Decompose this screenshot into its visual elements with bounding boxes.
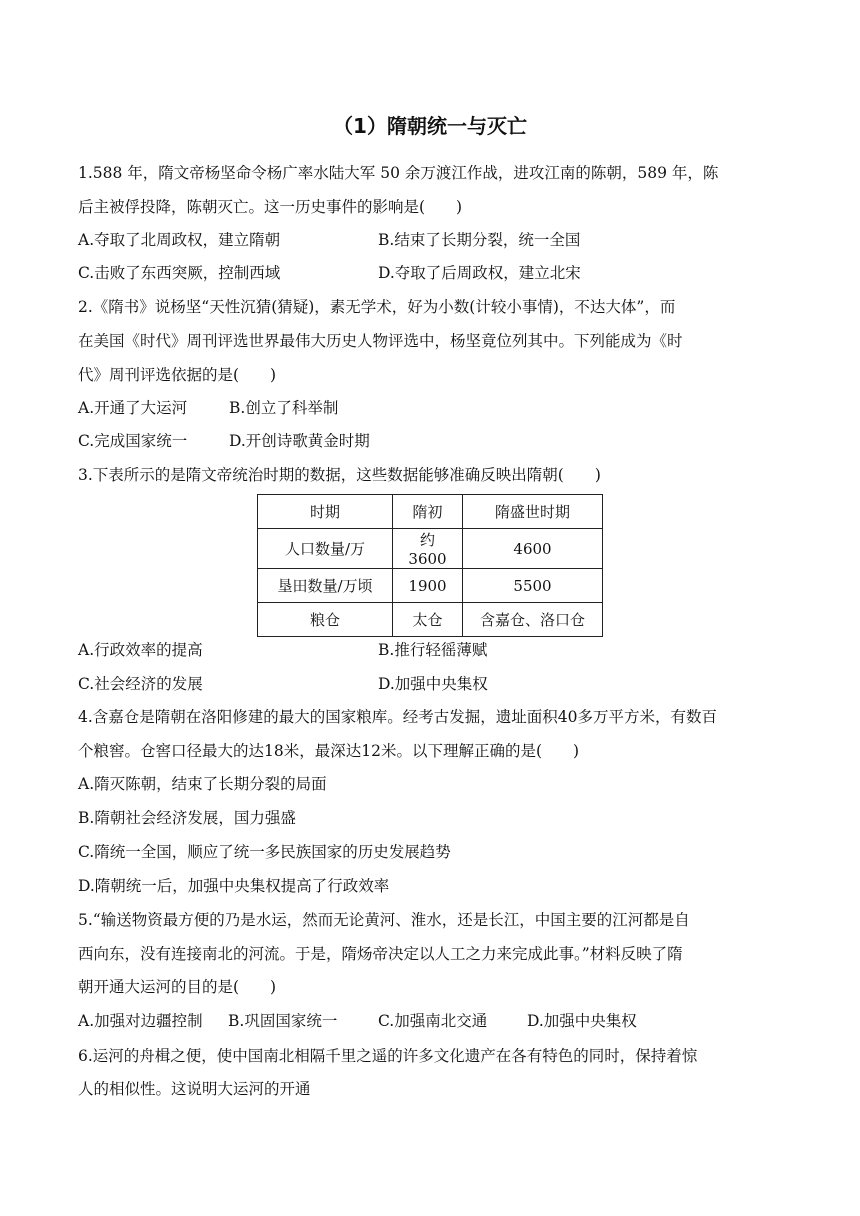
- q3-option-a: A.行政效率的提高: [78, 641, 203, 659]
- q1-option-b: B.结束了长期分裂，统一全国: [378, 231, 581, 249]
- q1-stem-line-1: 1.588 年，隋文帝杨坚命令杨广率水陆大军 50 余万渡江作战，进攻江南的陈朝，589 年，陈: [78, 164, 719, 182]
- table-header-cell: 时期: [258, 495, 393, 529]
- q4-option-a: A.隋灭陈朝，结束了长期分裂的局面: [78, 775, 327, 793]
- q1-stem-line-2: 后主被俘投降，陈朝灭亡。这一历史事件的影响是( ): [78, 198, 463, 216]
- q2-option-a: A.开通了大运河: [78, 399, 188, 417]
- q4-option-b: B.隋朝社会经济发展，国力强盛: [78, 809, 296, 827]
- table-header-cell: 隋初: [393, 495, 463, 529]
- table-cell: 粮仓: [258, 603, 393, 637]
- q1-option-a: A.夺取了北周政权，建立隋朝: [78, 231, 281, 249]
- table-row: [258, 495, 603, 529]
- q2-option-c: C.完成国家统一: [78, 432, 188, 450]
- q4-option-c: C.隋统一全国，顺应了统一多民族国家的历史发展趋势: [78, 843, 451, 861]
- table-cell: 4600: [463, 529, 603, 569]
- q4-option-d: D.隋朝统一后，加强中央集权提高了行政效率: [78, 877, 390, 895]
- q3-option-c: C.社会经济的发展: [78, 675, 203, 693]
- table-row: [258, 603, 603, 637]
- q1-option-d: D.夺取了后周政权，建立北宋: [378, 264, 581, 282]
- page-title: （1）隋朝统一与灭亡: [333, 114, 527, 138]
- table-header-cell: 隋盛世时期: [463, 495, 603, 529]
- q6-stem-line-2: 人的相似性。这说明大运河的开通: [78, 1080, 311, 1098]
- q1-option-c: C.击败了东西突厥，控制西域: [78, 264, 281, 282]
- q3-option-b: B.推行轻徭薄赋: [378, 641, 488, 659]
- data-table: [257, 494, 603, 637]
- table-cell: 约 3600: [393, 529, 463, 569]
- table-cell: 人口数量/万: [258, 529, 393, 569]
- q3-option-d: D.加强中央集权: [378, 675, 488, 693]
- q5-stem-line-3: 朝开通大运河的目的是( ): [78, 978, 277, 996]
- table-cell: 含嘉仓、洛口仓: [463, 603, 603, 637]
- q3-stem: 3.下表所示的是隋文帝统治时期的数据，这些数据能够准确反映出隋朝( ): [78, 466, 601, 484]
- q4-stem-line-2: 个粮窖。仓窖口径最大的达18米，最深达12米。以下理解正确的是( ): [78, 742, 580, 760]
- q2-stem-line-2: 在美国《时代》周刊评选世界最伟大历史人物评选中，杨坚竟位列其中。下列能成为《时: [78, 332, 683, 350]
- table-cell: 5500: [463, 569, 603, 603]
- q2-stem-line-1: 2.《隋书》说杨坚“天性沉猜(猜疑)，素无学术，好为小数(计较小事情)，不达大体”，而: [78, 298, 676, 316]
- q6-stem-line-1: 6.运河的舟楫之便，使中国南北相隔千里之遥的许多文化遗产在各有特色的同时，保持着惊: [78, 1047, 698, 1065]
- q5-option-b: B.巩固国家统一: [228, 1012, 338, 1030]
- q2-stem-line-3: 代》周刊评选依据的是( ): [78, 366, 277, 384]
- q5-option-a: A.加强对边疆控制: [78, 1012, 203, 1030]
- q5-stem-line-1: 5.“输送物资最方便的乃是水运，然而无论黄河、淮水，还是长江，中国主要的江河都是自: [78, 911, 690, 929]
- table-cell: 太仓: [393, 603, 463, 637]
- table-cell: 垦田数量/万顷: [258, 569, 393, 603]
- q5-option-c: C.加强南北交通: [378, 1012, 488, 1030]
- q5-option-d: D.加强中央集权: [527, 1012, 637, 1030]
- table-cell: 1900: [393, 569, 463, 603]
- q4-stem-line-1: 4.含嘉仓是隋朝在洛阳修建的最大的国家粮库。经考古发掘，遗址面积40多万平方米，有数百: [78, 708, 718, 726]
- q2-option-d: D.开创诗歌黄金时期: [229, 432, 370, 450]
- table-row: [258, 569, 603, 603]
- q2-option-b: B.创立了科举制: [229, 399, 339, 417]
- table-row: [258, 529, 603, 569]
- q5-stem-line-2: 西向东，没有连接南北的河流。于是，隋炀帝决定以人工之力来完成此事。”材料反映了隋: [78, 945, 683, 963]
